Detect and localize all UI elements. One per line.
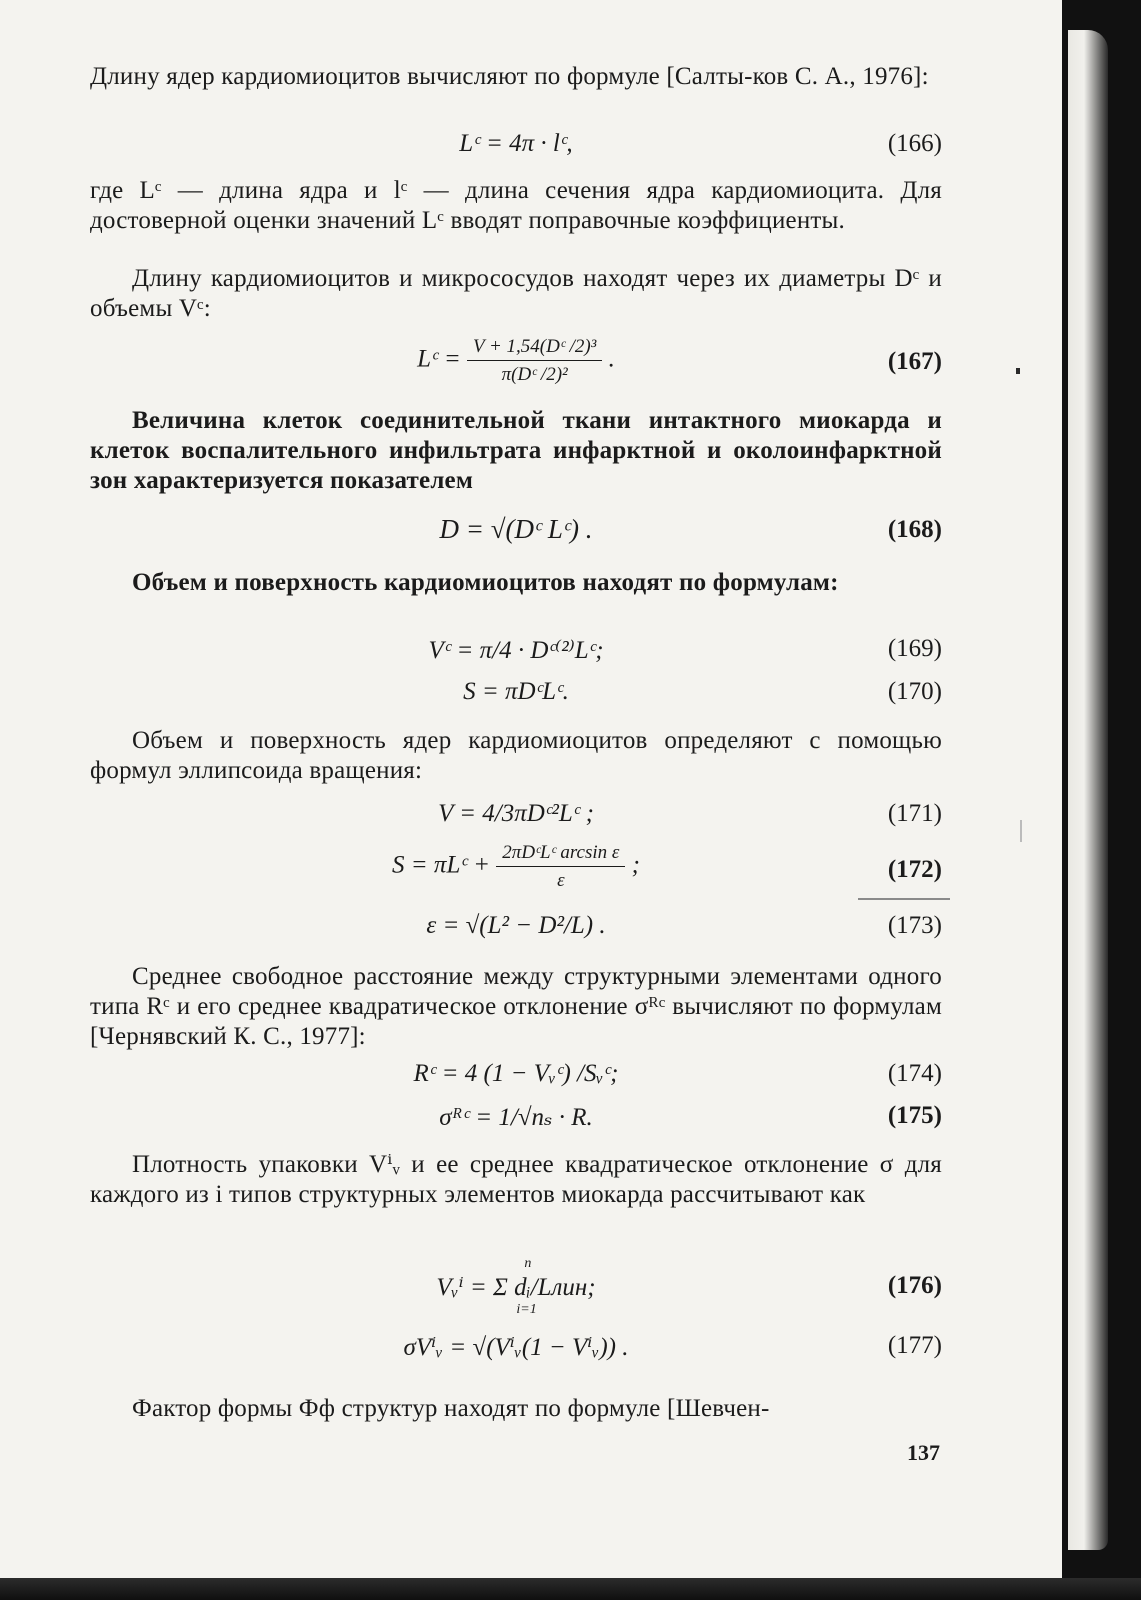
equation-number-167: (167)	[887, 348, 942, 375]
equation-175	[90, 1102, 942, 1136]
fraction-172	[496, 842, 625, 892]
equation-number-172: (172)	[887, 856, 942, 883]
equation-169	[90, 635, 942, 669]
equation-number-171: (171)	[887, 800, 942, 827]
formula-176: Vᵥⁱ = Σ dᵢ/Lлин;	[436, 1274, 596, 1301]
fraction-167-denominator: π(Dᶜ /2)²	[501, 364, 568, 385]
equation-166	[90, 130, 942, 164]
formula-175: σᴿᶜ = 1/√nₛ · R.	[439, 1104, 593, 1131]
equation-177	[90, 1332, 942, 1366]
equation-number-168: (168)	[887, 516, 942, 543]
formula-170: S = πDᶜLᶜ.	[463, 678, 569, 705]
scan-mark	[1020, 820, 1022, 842]
paragraph-3: Длину кардиомиоцитов и микрососудов находят через их диаметры Dᶜ и объемы Vᶜ:	[90, 265, 942, 322]
page-curl	[1068, 30, 1108, 1550]
sum-lower-limit: i=1	[516, 1302, 537, 1317]
equation-number-176: (176)	[887, 1272, 942, 1299]
equation-number-177: (177)	[887, 1332, 942, 1359]
fraction-167	[467, 336, 602, 386]
equation-167	[90, 332, 942, 396]
fraction-167-numerator: V + 1,54(Dᶜ /2)³	[467, 336, 602, 361]
formula-166: Lᶜ = 4π · lᶜ,	[459, 130, 573, 157]
fraction-172-numerator: 2πDᶜLᶜ arcsin ε	[496, 842, 625, 867]
formula-167-tail: .	[608, 345, 615, 373]
equation-number-175: (175)	[887, 1102, 942, 1129]
equation-170	[90, 678, 942, 712]
paragraph-1: Длину ядер кардиомиоцитов вычисляют по формуле [Салты-ков С. А., 1976]:	[90, 63, 929, 90]
equation-number-174: (174)	[887, 1060, 942, 1087]
fraction-172-denominator: ε	[557, 870, 565, 891]
paragraph-9: Фактор формы Фф структур находят по формуле [Шевчен-	[132, 1395, 770, 1422]
formula-168: D = √(Dᶜ Lᶜ) .	[439, 514, 593, 544]
equation-number-169: (169)	[887, 635, 942, 662]
formula-169: Vᶜ = π/4 · Dᶜ⁽²⁾Lᶜ;	[428, 637, 604, 664]
equation-171	[90, 800, 942, 834]
formula-167-lhs: Lᶜ =	[417, 345, 461, 373]
book-spine-shadow	[1062, 0, 1141, 1600]
formula-173: ε = √(L² − D²/L) .	[426, 912, 606, 939]
paragraph-4: Величина клеток соединительной ткани интактного миокарда и клеток воспалительного инфильтрата инфарктной и околоинфарктной зон характеризуется показателем	[90, 407, 942, 494]
equation-168	[90, 508, 942, 552]
equation-number-166: (166)	[887, 130, 942, 157]
sum-upper-limit: n	[524, 1256, 532, 1271]
equation-number-173: (173)	[887, 912, 942, 939]
scan-streak	[858, 898, 950, 900]
formula-172-tail: ;	[631, 851, 640, 879]
scan-speck	[1016, 368, 1020, 374]
bottom-shadow	[0, 1578, 1141, 1600]
paragraph-5: Объем и поверхность кардиомиоцитов находят по формулам:	[132, 569, 839, 596]
equation-172	[90, 840, 942, 896]
paragraph-6: Объем и поверхность ядер кардиомиоцитов определяют с помощью формул эллипсоида вращения:	[90, 727, 942, 784]
equation-number-170: (170)	[887, 678, 942, 705]
equation-176	[90, 1256, 942, 1317]
equation-174	[90, 1060, 942, 1094]
paragraph-7: Среднее свободное расстояние между структурными элементами одного типа Rᶜ и его среднее квадратическое отклонение σᴿᶜ вычисляют по формулам [Чернявский К. С., 1977]:	[90, 963, 942, 1050]
paragraph-8: Плотность упаковки Vⁱᵥ и ее среднее квадратическое отклонение σ для каждого из i типов структурных элементов миокарда рассчитывают как	[90, 1151, 942, 1208]
formula-174: Rᶜ = 4 (1 − Vᵥᶜ) /Sᵥᶜ;	[413, 1060, 619, 1087]
paragraph-2: где Lᶜ — длина ядра и lᶜ — длина сечения ядра кардиомиоцита. Для достоверной оценки значений Lᶜ вводят поправочные коэффициенты.	[90, 177, 942, 234]
page-number: 137	[907, 1440, 940, 1465]
formula-172-lhs: S = πLᶜ +	[392, 851, 491, 879]
formula-171: V = 4/3πDᶜ²Lᶜ ;	[438, 800, 594, 827]
equation-173	[90, 912, 942, 946]
formula-177: σVⁱᵥ = √(Vⁱᵥ(1 − Vⁱᵥ)) .	[403, 1334, 629, 1361]
